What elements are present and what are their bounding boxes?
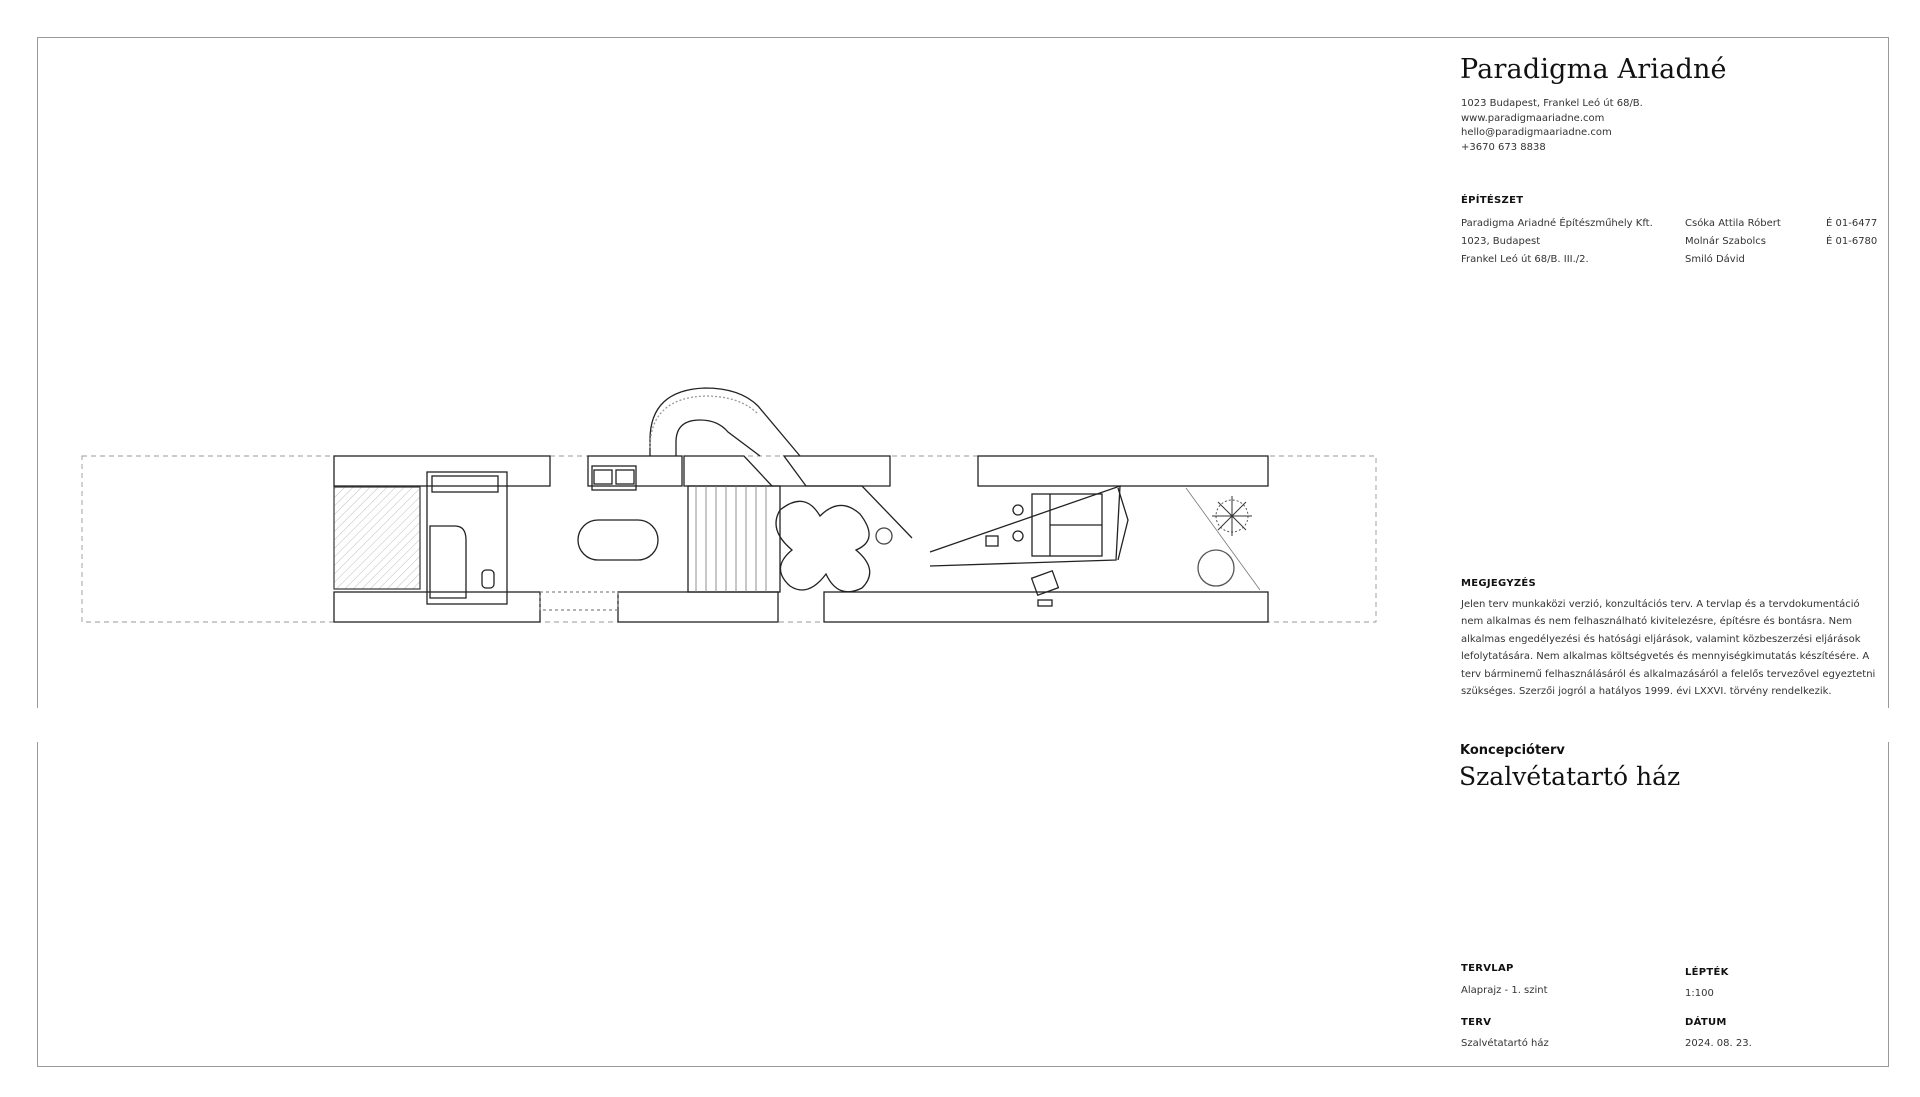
- studio-name: Paradigma Ariadné: [1460, 54, 1727, 85]
- architect-names: [1685, 215, 1781, 269]
- wall-top-5: [978, 456, 1268, 486]
- wall-top-4: [784, 456, 890, 486]
- project-phase: Koncepcióterv: [1460, 743, 1565, 758]
- wall-top-2: [588, 456, 682, 486]
- curved-ramp-outer: [650, 388, 800, 456]
- company-line: 1023, Budapest: [1461, 236, 1541, 247]
- scale-label: LÉPTÉK: [1685, 967, 1729, 978]
- desk-item: [1038, 600, 1052, 606]
- sheet-value: Alaprajz - 1. szint: [1461, 985, 1548, 996]
- date-value: 2024. 08. 23.: [1685, 1038, 1752, 1049]
- architect-name: Molnár Szabolcs: [1685, 236, 1766, 247]
- project-label: TERV: [1461, 1017, 1492, 1028]
- blob-sofa: [776, 501, 870, 591]
- bathroom-sink: [432, 476, 498, 492]
- sheet-label: TERVLAP: [1461, 963, 1514, 974]
- studio-email[interactable]: hello@paradigmaariadne.com: [1461, 127, 1612, 138]
- wall-top-3: [684, 456, 772, 486]
- company-line: Frankel Leó út 68/B. III./2.: [1461, 254, 1589, 265]
- plant-small: [876, 528, 892, 544]
- date-label: DÁTUM: [1685, 1017, 1727, 1028]
- project-value: Szalvétatartó ház: [1461, 1038, 1549, 1049]
- bedroom-wedge: [930, 486, 1120, 566]
- architect-name: Csóka Attila Róbert: [1685, 218, 1781, 229]
- site-boundary: [82, 456, 1376, 622]
- wall-bottom-2: [618, 592, 778, 622]
- project-title: Szalvétatartó ház: [1459, 762, 1681, 791]
- diagonal-wall: [772, 486, 912, 538]
- scale-value: 1:100: [1685, 988, 1714, 999]
- architecture-company: [1461, 215, 1653, 269]
- wall-top-1: [334, 456, 550, 486]
- studio-website[interactable]: www.paradigmaariadne.com: [1461, 112, 1605, 124]
- toilet: [482, 570, 494, 588]
- architect-licenses: [1826, 215, 1877, 251]
- studio-phone: +3670 673 8838: [1461, 141, 1546, 153]
- wall-bottom-1: [334, 592, 540, 622]
- shrub: [1198, 550, 1234, 586]
- architect-license: É 01-6477: [1826, 218, 1878, 229]
- note-body: Jelen terv munkaközi verzió, konzultációs terv. A tervlap és a tervdokumentáció nem alkalmas és nem felhasználható kivitelezésre, építésre és bontásra. Nem alkalmas engedélyezési és hatósági eljárások, valamint közbeszerzési eljárások lefolytatására. Nem alkalmas költségvetés és mennyiségkimutatás készítésére. A terv bárminemű felhasználásáról és alkalmazásáról a felelős tervezővel egyeztetni szükséges. Szerzői jogról a hatályos 1999. évi LXXVI. törvény rendelkezik.: [1461, 599, 1876, 698]
- architecture-heading: ÉPÍTÉSZET: [1461, 195, 1524, 206]
- title-block: [1430, 38, 1888, 1066]
- architect-license: É 01-6780: [1826, 236, 1878, 247]
- architect-name: Smiló Dávid: [1685, 254, 1745, 265]
- note-heading: MEGJEGYZÉS: [1461, 578, 1537, 589]
- bathtub: [430, 526, 466, 598]
- studio-contact: [1461, 97, 1643, 155]
- dining-table: [578, 520, 658, 560]
- curved-ramp-inner: [676, 420, 760, 456]
- tree-icon: [1212, 496, 1252, 536]
- hatched-terrace: [334, 487, 420, 589]
- company-line: Paradigma Ariadné Építészműhely Kft.: [1461, 218, 1653, 229]
- studio-address: 1023 Budapest, Frankel Leó út 68/B.: [1461, 98, 1643, 109]
- wall-bottom-3: [824, 592, 1268, 622]
